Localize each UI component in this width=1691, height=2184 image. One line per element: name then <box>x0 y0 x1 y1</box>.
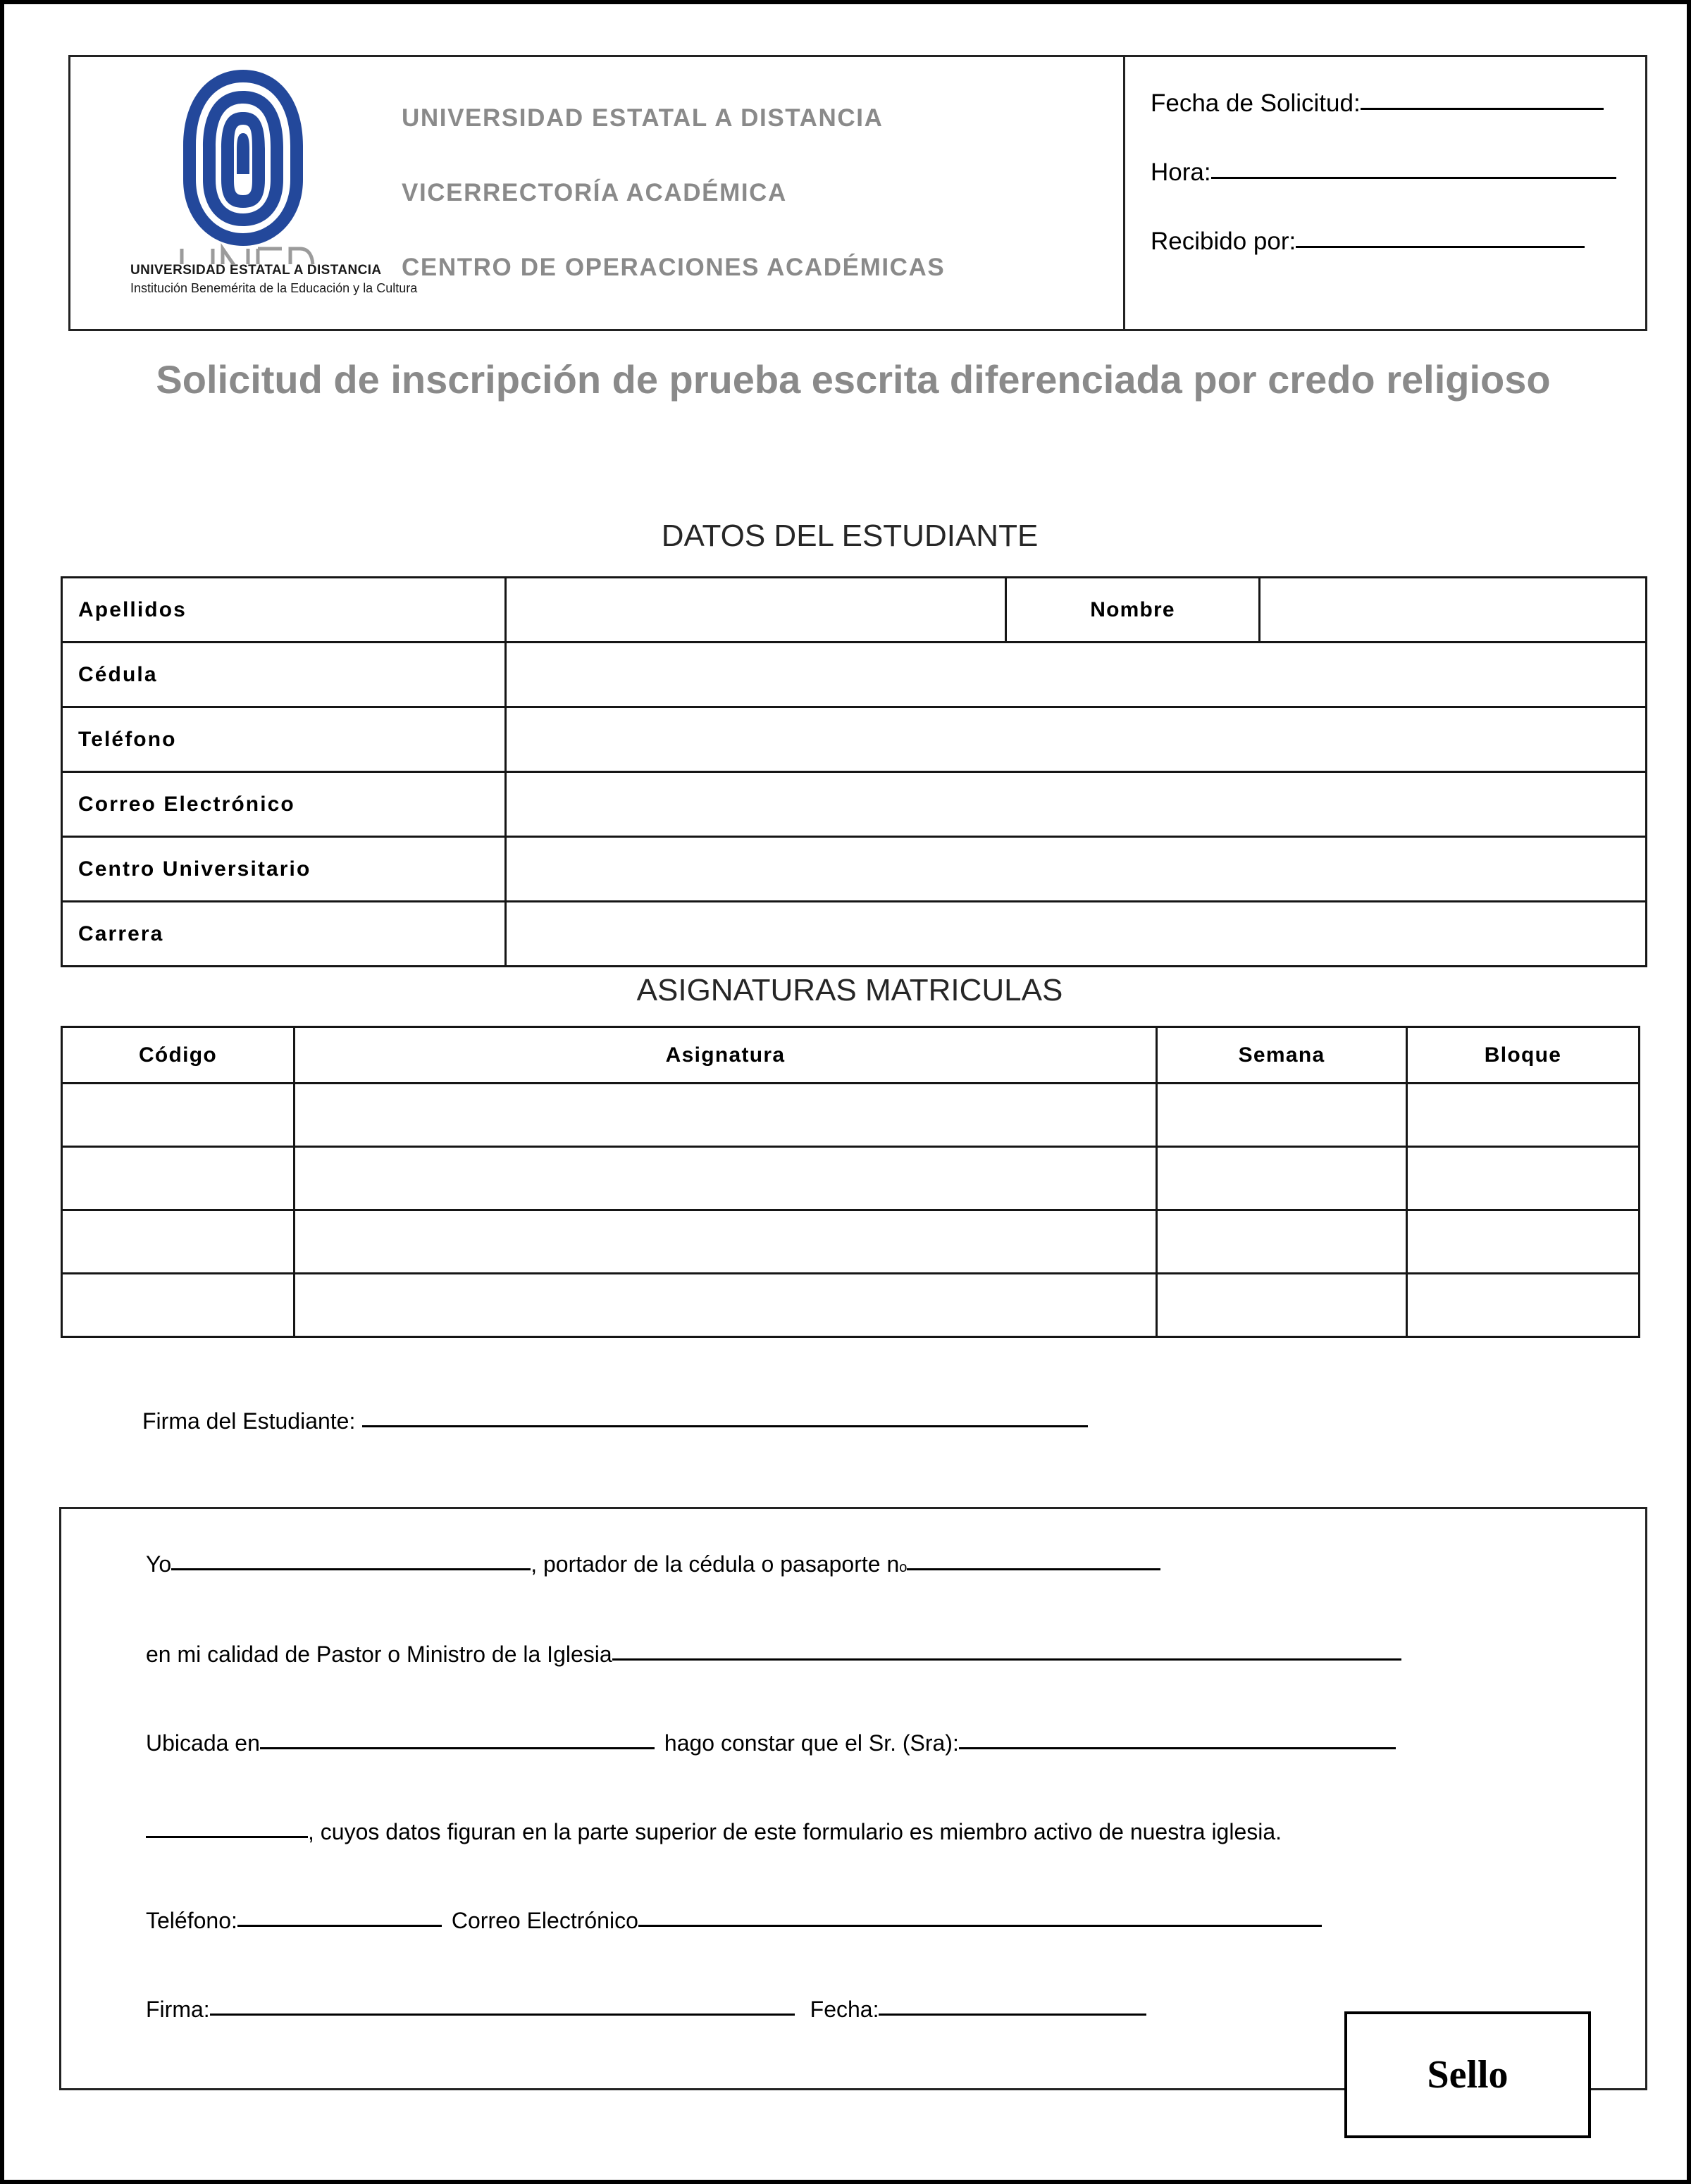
header-right-panel <box>1125 57 1645 329</box>
input-centro-universitario[interactable] <box>506 837 1647 902</box>
declaration-ordinal-sup: o <box>899 1560 908 1575</box>
table-row <box>62 1147 1640 1210</box>
declaration-iglesia-input[interactable] <box>612 1658 1401 1661</box>
declaration-correo-input[interactable] <box>638 1925 1322 1927</box>
student-signature-field <box>142 1408 1088 1434</box>
declaration-ubicada-label: Ubicada en <box>146 1730 260 1756</box>
cell-semana[interactable] <box>1157 1210 1407 1274</box>
label-telefono: Teléfono <box>62 707 506 772</box>
uned-logo-mark <box>169 67 317 264</box>
header-box <box>68 55 1647 331</box>
declaration-cedula-input[interactable] <box>907 1568 1160 1570</box>
declaration-telefono-label: Teléfono: <box>146 1908 237 1933</box>
declaration-line-3 <box>146 1730 1396 1756</box>
input-carrera[interactable] <box>506 902 1647 967</box>
cell-codigo[interactable] <box>62 1084 295 1147</box>
label-nombre: Nombre <box>1006 578 1260 643</box>
column-header-semana: Semana <box>1157 1027 1407 1084</box>
declaration-fecha-label: Fecha: <box>810 1997 879 2022</box>
label-apellidos: Apellidos <box>62 578 506 643</box>
section-heading-datos-estudiante: DATOS DEL ESTUDIANTE <box>661 519 1039 553</box>
column-header-asignatura: Asignatura <box>295 1027 1157 1084</box>
cell-bloque[interactable] <box>1407 1274 1640 1337</box>
table-row <box>62 1210 1640 1274</box>
cell-bloque[interactable] <box>1407 1147 1640 1210</box>
table-row <box>62 707 1647 772</box>
cell-asignatura[interactable] <box>295 1147 1157 1210</box>
student-signature-input[interactable] <box>362 1425 1088 1427</box>
declaration-line-2 <box>146 1642 1401 1668</box>
input-correo-electronico[interactable] <box>506 772 1647 837</box>
cell-asignatura[interactable] <box>295 1210 1157 1274</box>
input-cedula[interactable] <box>506 643 1647 707</box>
cell-bloque[interactable] <box>1407 1210 1640 1274</box>
cell-semana[interactable] <box>1157 1084 1407 1147</box>
declaration-line-4 <box>146 1819 1282 1845</box>
column-header-bloque: Bloque <box>1407 1027 1640 1084</box>
table-header-row <box>62 1027 1640 1084</box>
uned-logo <box>130 67 418 328</box>
table-row <box>62 1274 1640 1337</box>
declaration-miembro-activo-label: , cuyos datos figuran en la parte superior de este formulario es miembro activo de nuestra iglesia. <box>308 1819 1282 1844</box>
hora-label: Hora: <box>1151 159 1211 186</box>
declaration-ubicacion-input[interactable] <box>260 1747 655 1749</box>
declaration-continuacion-input[interactable] <box>146 1836 308 1838</box>
declaration-name-input[interactable] <box>171 1568 531 1570</box>
section-heading-asignaturas: ASIGNATURAS MATRICULAS <box>636 973 1063 1007</box>
table-row <box>62 837 1647 902</box>
logo-subtitle-2: Institución Benemérita de la Educación y la Cultura <box>130 281 418 295</box>
stamp-label: Sello <box>1427 2053 1509 2097</box>
recibido-por-input[interactable] <box>1296 246 1585 248</box>
student-signature-label: Firma del Estudiante: <box>142 1408 356 1434</box>
cell-bloque[interactable] <box>1407 1084 1640 1147</box>
declaration-hagoconstar-label: hago constar que el Sr. (Sra): <box>664 1730 959 1756</box>
organization-titles <box>402 57 945 329</box>
declaration-senor-input[interactable] <box>959 1747 1396 1749</box>
header-left-panel <box>70 57 1125 329</box>
page-title: Solicitud de inscripción de prueba escrita diferenciada por credo religioso <box>156 357 1551 402</box>
cell-codigo[interactable] <box>62 1147 295 1210</box>
declaration-yo-label: Yo <box>146 1551 172 1577</box>
recibido-por-field <box>1151 228 1645 256</box>
label-carrera: Carrera <box>62 902 506 967</box>
label-correo-electronico: Correo Electrónico <box>62 772 506 837</box>
table-row <box>62 772 1647 837</box>
org-line-vicerrectoria: VICERRECTORÍA ACADÉMICA <box>402 179 787 206</box>
input-apellidos[interactable] <box>506 578 1006 643</box>
logo-subtitle-1: UNIVERSIDAD ESTATAL A DISTANCIA <box>130 263 382 278</box>
declaration-portador-label: , portador de la cédula o pasaporte n <box>531 1551 900 1577</box>
declaration-line-5 <box>146 1908 1322 1934</box>
declaration-line-6 <box>146 1997 1146 2023</box>
hora-input[interactable] <box>1211 177 1616 179</box>
recibido-por-label: Recibido por: <box>1151 228 1296 255</box>
label-centro-universitario: Centro Universitario <box>62 837 506 902</box>
fecha-solicitud-label: Fecha de Solicitud: <box>1151 89 1361 117</box>
stamp-box <box>1344 2011 1591 2138</box>
label-cedula: Cédula <box>62 643 506 707</box>
org-line-centro-operaciones: CENTRO DE OPERACIONES ACADÉMICAS <box>402 254 946 281</box>
org-line-universidad: UNIVERSIDAD ESTATAL A DISTANCIA <box>402 104 884 132</box>
cell-asignatura[interactable] <box>295 1274 1157 1337</box>
declaration-line-1 <box>146 1551 1160 1577</box>
cell-semana[interactable] <box>1157 1147 1407 1210</box>
declaration-firma-input[interactable] <box>210 2014 795 2016</box>
cell-codigo[interactable] <box>62 1274 295 1337</box>
cell-codigo[interactable] <box>62 1210 295 1274</box>
subjects-table <box>61 1026 1640 1338</box>
declaration-box <box>59 1507 1647 2090</box>
input-telefono[interactable] <box>506 707 1647 772</box>
declaration-firma-label: Firma: <box>146 1997 210 2022</box>
table-row <box>62 578 1647 643</box>
table-row <box>62 1084 1640 1147</box>
fecha-solicitud-input[interactable] <box>1361 108 1604 110</box>
declaration-fecha-input[interactable] <box>879 2014 1146 2016</box>
hora-field <box>1151 159 1645 187</box>
declaration-pastor-label: en mi calidad de Pastor o Ministro de la Iglesia <box>146 1642 612 1667</box>
table-row <box>62 643 1647 707</box>
fecha-solicitud-field <box>1151 89 1645 118</box>
declaration-telefono-input[interactable] <box>237 1925 442 1927</box>
cell-asignatura[interactable] <box>295 1084 1157 1147</box>
table-row <box>62 902 1647 967</box>
declaration-correo-label: Correo Electrónico <box>451 1908 638 1933</box>
cell-semana[interactable] <box>1157 1274 1407 1337</box>
input-nombre[interactable] <box>1260 578 1647 643</box>
student-data-table <box>61 576 1647 967</box>
column-header-codigo: Código <box>62 1027 295 1084</box>
